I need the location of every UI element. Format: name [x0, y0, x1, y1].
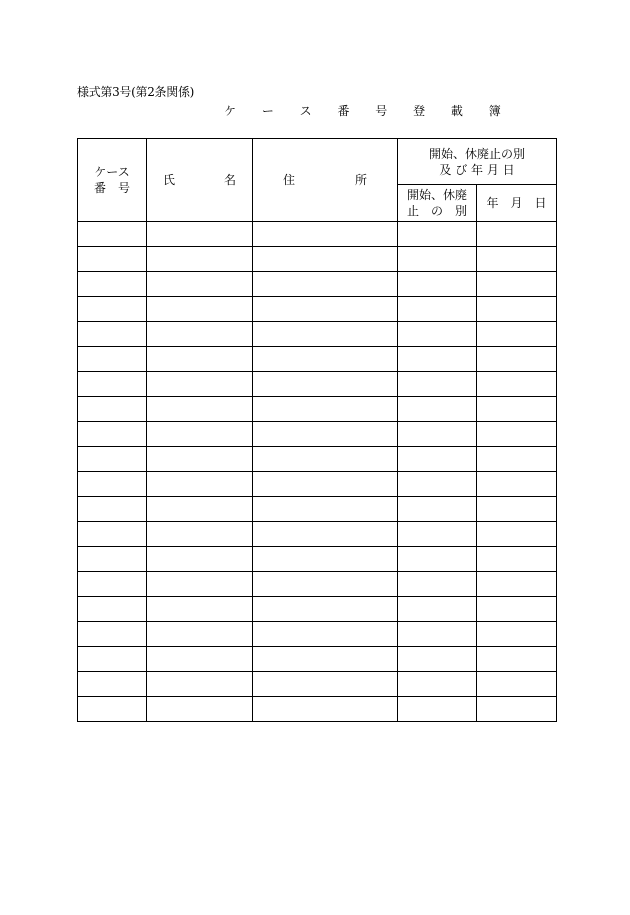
- cell-date: [477, 472, 557, 497]
- cell-name: [147, 322, 253, 347]
- cell-date: [477, 347, 557, 372]
- cell-address: [253, 247, 398, 272]
- cell-date: [477, 572, 557, 597]
- cell-address: [253, 572, 398, 597]
- cell-address: [253, 397, 398, 422]
- table-row: [78, 247, 557, 272]
- header-status-type-line2: 止 の 別: [406, 204, 467, 218]
- cell-status-type: [398, 672, 477, 697]
- cell-status-type: [398, 647, 477, 672]
- header-status-group: [398, 139, 557, 185]
- cell-date: [477, 672, 557, 697]
- cell-status-type: [398, 222, 477, 247]
- cell-date: [477, 297, 557, 322]
- table-row: [78, 647, 557, 672]
- cell-name: [147, 422, 253, 447]
- cell-date: [477, 322, 557, 347]
- cell-name: [147, 297, 253, 322]
- cell-address: [253, 372, 398, 397]
- cell-address: [253, 497, 398, 522]
- cell-date: [477, 547, 557, 572]
- header-address-left: 住: [283, 173, 296, 187]
- cell-case-number: [78, 297, 147, 322]
- cell-date: [477, 622, 557, 647]
- table-row: [78, 572, 557, 597]
- table-row: [78, 372, 557, 397]
- header-date: 年 月 日: [477, 185, 557, 222]
- cell-date: [477, 372, 557, 397]
- cell-date: [477, 222, 557, 247]
- cell-address: [253, 272, 398, 297]
- cell-status-type: [398, 272, 477, 297]
- document-title: ケ ー ス 番 号 登 載 簿: [224, 104, 512, 118]
- cell-address: [253, 622, 398, 647]
- cell-address: [253, 322, 398, 347]
- header-status-type: [398, 185, 477, 222]
- table-row: [78, 597, 557, 622]
- case-number-register-table: [77, 138, 557, 722]
- header-case-number: [78, 139, 147, 222]
- cell-address: [253, 447, 398, 472]
- cell-status-type: [398, 397, 477, 422]
- table-row: [78, 397, 557, 422]
- table-row: [78, 322, 557, 347]
- form-number-label: 様式第3号(第2条関係): [77, 85, 195, 99]
- cell-date: [477, 447, 557, 472]
- header-status-group-line1: 開始、休廃止の別: [429, 146, 526, 161]
- cell-name: [147, 497, 253, 522]
- table-row: [78, 697, 557, 722]
- cell-date: [477, 422, 557, 447]
- cell-name: [147, 247, 253, 272]
- cell-date: [477, 522, 557, 547]
- cell-case-number: [78, 322, 147, 347]
- cell-name: [147, 472, 253, 497]
- table-row: [78, 222, 557, 247]
- table-row: [78, 347, 557, 372]
- cell-name: [147, 222, 253, 247]
- table-row: [78, 497, 557, 522]
- cell-case-number: [78, 647, 147, 672]
- table-row: [78, 622, 557, 647]
- table-row: [78, 547, 557, 572]
- cell-status-type: [398, 247, 477, 272]
- cell-address: [253, 672, 398, 697]
- table-row: [78, 522, 557, 547]
- cell-status-type: [398, 597, 477, 622]
- cell-address: [253, 347, 398, 372]
- cell-status-type: [398, 547, 477, 572]
- cell-name: [147, 597, 253, 622]
- table-row: [78, 297, 557, 322]
- header-status-group-line2: 及 び 年 月 日: [439, 162, 515, 177]
- cell-status-type: [398, 447, 477, 472]
- cell-status-type: [398, 297, 477, 322]
- cell-address: [253, 422, 398, 447]
- cell-status-type: [398, 697, 477, 722]
- cell-status-type: [398, 472, 477, 497]
- header-case-number-line1: ケース: [94, 165, 130, 179]
- cell-address: [253, 472, 398, 497]
- cell-case-number: [78, 422, 147, 447]
- header-address: [253, 139, 398, 222]
- cell-case-number: [78, 572, 147, 597]
- cell-address: [253, 547, 398, 572]
- header-name-left: 氏: [163, 173, 176, 187]
- table-row: [78, 422, 557, 447]
- table-row: [78, 472, 557, 497]
- cell-name: [147, 622, 253, 647]
- header-address-right: 所: [354, 173, 367, 187]
- cell-name: [147, 272, 253, 297]
- table-row: [78, 447, 557, 472]
- cell-status-type: [398, 347, 477, 372]
- cell-name: [147, 697, 253, 722]
- cell-case-number: [78, 497, 147, 522]
- cell-status-type: [398, 372, 477, 397]
- cell-address: [253, 222, 398, 247]
- cell-case-number: [78, 247, 147, 272]
- table-row: [78, 672, 557, 697]
- cell-case-number: [78, 272, 147, 297]
- cell-name: [147, 647, 253, 672]
- cell-case-number: [78, 597, 147, 622]
- table-row: [78, 272, 557, 297]
- cell-address: [253, 697, 398, 722]
- cell-date: [477, 497, 557, 522]
- cell-case-number: [78, 397, 147, 422]
- cell-name: [147, 447, 253, 472]
- cell-date: [477, 247, 557, 272]
- cell-date: [477, 697, 557, 722]
- cell-address: [253, 647, 398, 672]
- cell-name: [147, 522, 253, 547]
- cell-address: [253, 597, 398, 622]
- cell-status-type: [398, 522, 477, 547]
- header-status-type-line1: 開始、休廃: [406, 188, 467, 202]
- cell-name: [147, 572, 253, 597]
- cell-status-type: [398, 322, 477, 347]
- header-case-number-line2: 番 号: [93, 181, 130, 195]
- cell-name: [147, 672, 253, 697]
- cell-date: [477, 597, 557, 622]
- cell-case-number: [78, 672, 147, 697]
- cell-status-type: [398, 497, 477, 522]
- cell-status-type: [398, 622, 477, 647]
- cell-case-number: [78, 347, 147, 372]
- cell-date: [477, 647, 557, 672]
- cell-date: [477, 397, 557, 422]
- cell-date: [477, 272, 557, 297]
- cell-address: [253, 522, 398, 547]
- header-name-right: 名: [223, 173, 236, 187]
- cell-address: [253, 297, 398, 322]
- cell-case-number: [78, 547, 147, 572]
- register-body: [78, 222, 557, 722]
- cell-status-type: [398, 422, 477, 447]
- cell-case-number: [78, 447, 147, 472]
- cell-name: [147, 547, 253, 572]
- cell-name: [147, 347, 253, 372]
- header-name: [147, 139, 253, 222]
- cell-case-number: [78, 697, 147, 722]
- cell-case-number: [78, 622, 147, 647]
- cell-case-number: [78, 222, 147, 247]
- cell-name: [147, 397, 253, 422]
- cell-case-number: [78, 472, 147, 497]
- cell-case-number: [78, 522, 147, 547]
- cell-status-type: [398, 572, 477, 597]
- cell-name: [147, 372, 253, 397]
- cell-case-number: [78, 372, 147, 397]
